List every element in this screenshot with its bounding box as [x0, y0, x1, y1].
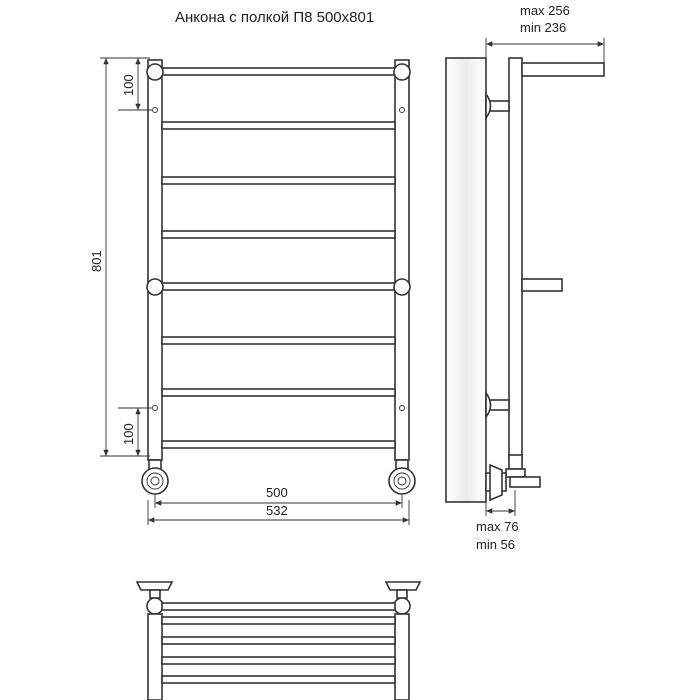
label-wall-max: max 76: [476, 519, 519, 534]
rung-2: [162, 122, 395, 129]
air-vents: [153, 108, 405, 411]
dim-width-total: [148, 500, 409, 525]
right-post: [395, 60, 409, 460]
shelf-rail-4: [162, 657, 395, 664]
wall-bracket-bottom: [486, 393, 509, 417]
dim-top-offset: [118, 58, 152, 110]
label-bottom-offset: 100: [121, 423, 136, 445]
shelf-rail-2: [162, 617, 395, 624]
rung-1: [162, 68, 395, 75]
rung-7: [162, 389, 395, 396]
rung-6: [162, 337, 395, 344]
right-valve: [389, 460, 415, 494]
rung-8: [162, 441, 395, 448]
side-valve: [486, 455, 540, 500]
top-right-post: [395, 614, 409, 700]
front-view: [89, 58, 415, 525]
top-left-post: [148, 614, 162, 700]
drawing-title: Анкона с полкой П8 500х801: [175, 9, 375, 26]
shelf-rail-1: [162, 603, 395, 610]
label-width-total: 532: [266, 503, 288, 518]
label-height-total: 801: [89, 250, 104, 272]
rung-3: [162, 177, 395, 184]
dim-height-total: [89, 58, 150, 456]
left-post: [148, 60, 162, 460]
dim-depth: [486, 3, 604, 64]
shelf-rail-3: [162, 637, 395, 644]
rungs: [162, 68, 395, 448]
wall-bracket-top: [486, 94, 509, 118]
label-depth-min: min 236: [520, 20, 567, 35]
wall: [446, 58, 486, 502]
shelf-arm: [522, 63, 604, 76]
left-valve: [142, 460, 168, 494]
rung-stub: [522, 279, 562, 291]
rung-4: [162, 231, 395, 238]
label-depth-max: max 256: [520, 3, 570, 18]
dim-bottom-offset: [118, 408, 152, 456]
label-top-offset: 100: [121, 74, 136, 96]
side-post: [509, 58, 522, 460]
top-view: [137, 582, 420, 700]
rung-5: [162, 283, 395, 290]
label-width-axis: 500: [266, 485, 288, 500]
shelf-rail-5: [162, 676, 395, 683]
side-view: [446, 3, 604, 552]
label-wall-min: min 56: [476, 537, 516, 552]
